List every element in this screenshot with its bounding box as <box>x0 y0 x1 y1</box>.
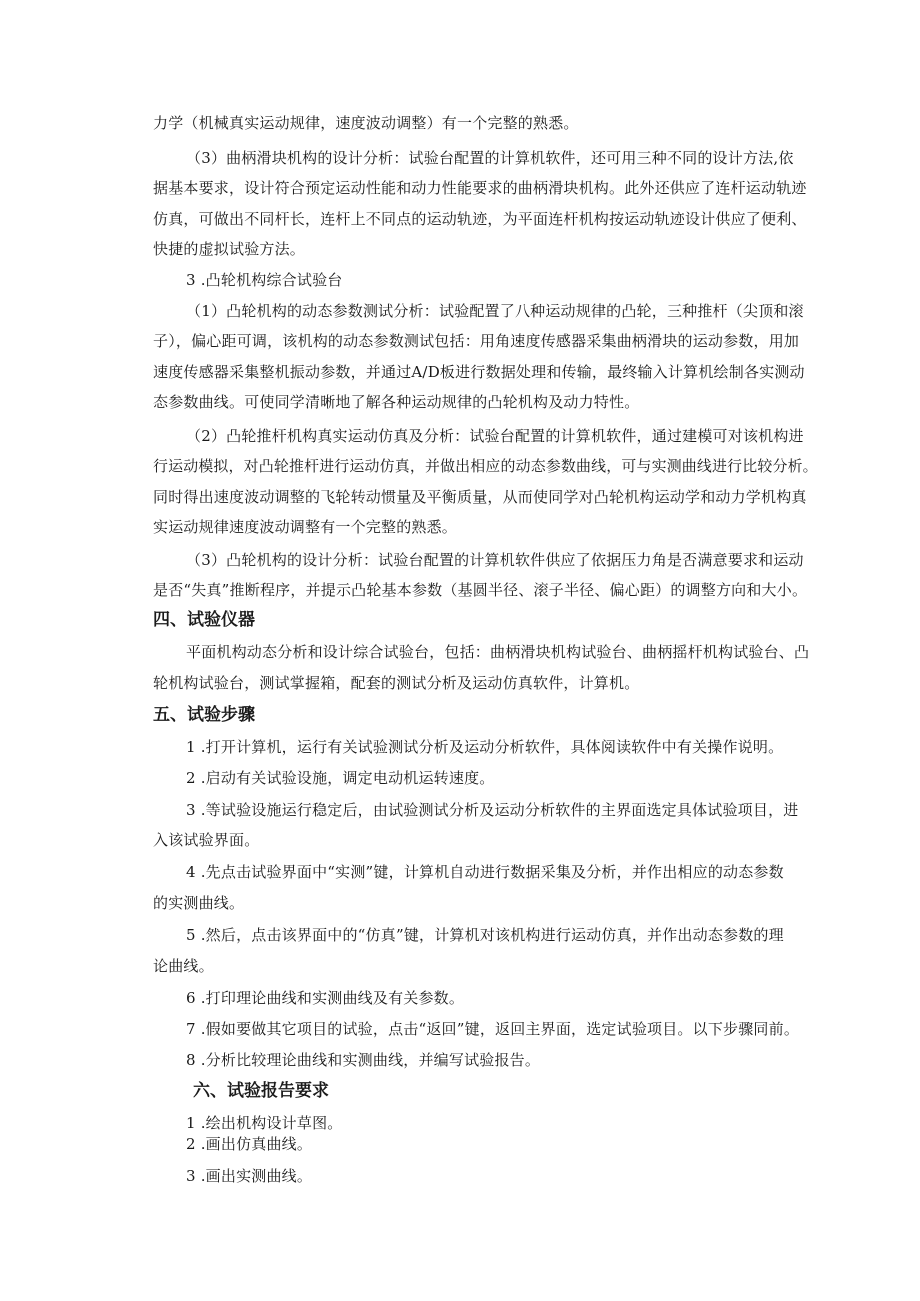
paragraph-line: 仿真，可做出不同杆长，连杆上不同点的运动轨迹，为平面连杆机构按运动轨迹设计供应了便利、 <box>153 210 807 228</box>
section-heading-steps: 五、试验步骤 <box>153 705 255 725</box>
list-item: 5 .然后，点击该界面中的“仿真”键，计算机对该机构进行运动仿真，并作出动态参数的理 <box>186 926 784 944</box>
list-item-continuation: 论曲线。 <box>153 957 214 975</box>
paragraph-line: （2）凸轮推杆机构真实运动仿真及分析：试验台配置的计算机软件，通过建模可对该机构进 <box>186 427 804 445</box>
section-heading-instruments: 四、试验仪器 <box>153 610 255 630</box>
list-item: 1 .打开计算机，运行有关试验测试分析及运动分析软件，具体阅读软件中有关操作说明。 <box>186 738 784 756</box>
paragraph-line: （1）凸轮机构的动态参数测试分析：试验配置了八种运动规律的凸轮，三种推杆（尖顶和滚 <box>186 302 804 320</box>
list-item: 3 .等试验设施运行稳定后，由试验测试分析及运动分析软件的主界面选定具体试验项目，进 <box>186 801 799 819</box>
paragraph-line: 实运动规律速度波动调整有一个完整的熟悉。 <box>153 518 458 536</box>
list-item: 2 .画出仿真曲线。 <box>186 1135 313 1153</box>
paragraph-line: 平面机构动态分析和设计综合试验台，包括：曲柄滑块机构试验台、曲柄摇杆机构试验台、凸 <box>186 643 810 661</box>
paragraph-line: 据基本要求，设计符合预定运动性能和动力性能要求的曲柄滑块机构。此外还供应了连杆运动轨迹 <box>153 179 807 197</box>
paragraph-line: 子），偏心距可调，该机构的动态参数测试包括：用角速度传感器采集曲柄滑块的运动参数，用加 <box>153 332 800 350</box>
paragraph-line: 行运动模拟，对凸轮推杆进行运动仿真，并做出相应的动态参数曲线，可与实测曲线进行比较分析。 <box>153 457 818 475</box>
section-heading-report: 六、试验报告要求 <box>193 1081 329 1101</box>
list-item: 8 .分析比较理论曲线和实测曲线，并编写试验报告。 <box>186 1051 541 1069</box>
subsection-title: 3 .凸轮机构综合试验台 <box>186 271 343 289</box>
list-item: 2 .启动有关试验设施，调定电动机运转速度。 <box>186 769 495 787</box>
list-item: 1 .绘出机构设计草图。 <box>186 1114 343 1132</box>
paragraph-line: 快捷的虚拟试验方法。 <box>153 240 306 258</box>
paragraph-line: 同时得出速度波动调整的飞轮转动惯量及平衡质量，从而使同学对凸轮机构运动学和动力学机构真 <box>153 488 807 506</box>
list-item-continuation: 入该试验界面。 <box>153 831 260 849</box>
paragraph-line: 是否“失真”推断程序，并提示凸轮基本参数（基圆半径、滚子半径、偏心距）的调整方向和大小。 <box>153 581 808 599</box>
list-item: 7 .假如要做其它项目的试验，点击“返回”键，返回主界面，选定试验项目。以下步骤同前。 <box>186 1020 800 1038</box>
list-item: 6 .打印理论曲线和实测曲线及有关参数。 <box>186 989 465 1007</box>
paragraph-line: 力学（机械真实运动规律，速度波动调整）有一个完整的熟悉。 <box>153 114 579 132</box>
list-item-continuation: 的实测曲线。 <box>153 894 245 912</box>
paragraph-line: 态参数曲线。可使同学清晰地了解各种运动规律的凸轮机构及动力特性。 <box>153 393 640 411</box>
paragraph-line: 轮机构试验台，测试掌握箱，配套的测试分析及运动仿真软件，计算机。 <box>153 674 640 692</box>
paragraph-line: （3）凸轮机构的设计分析：试验台配置的计算机软件供应了依据压力角是否满意要求和运动 <box>186 551 804 569</box>
paragraph-line: （3）曲柄滑块机构的设计分析：试验台配置的计算机软件，还可用三种不同的设计方法,依 <box>186 149 794 167</box>
list-item: 3 .画出实测曲线。 <box>186 1167 313 1185</box>
paragraph-line: 速度传感器采集整机振动参数，并通过A/D板进行数据处理和传输，最终输入计算机绘制各实测动 <box>153 363 805 381</box>
list-item: 4 .先点击试验界面中“实测”键，计算机自动进行数据采集及分析，并作出相应的动态参数 <box>186 863 784 881</box>
